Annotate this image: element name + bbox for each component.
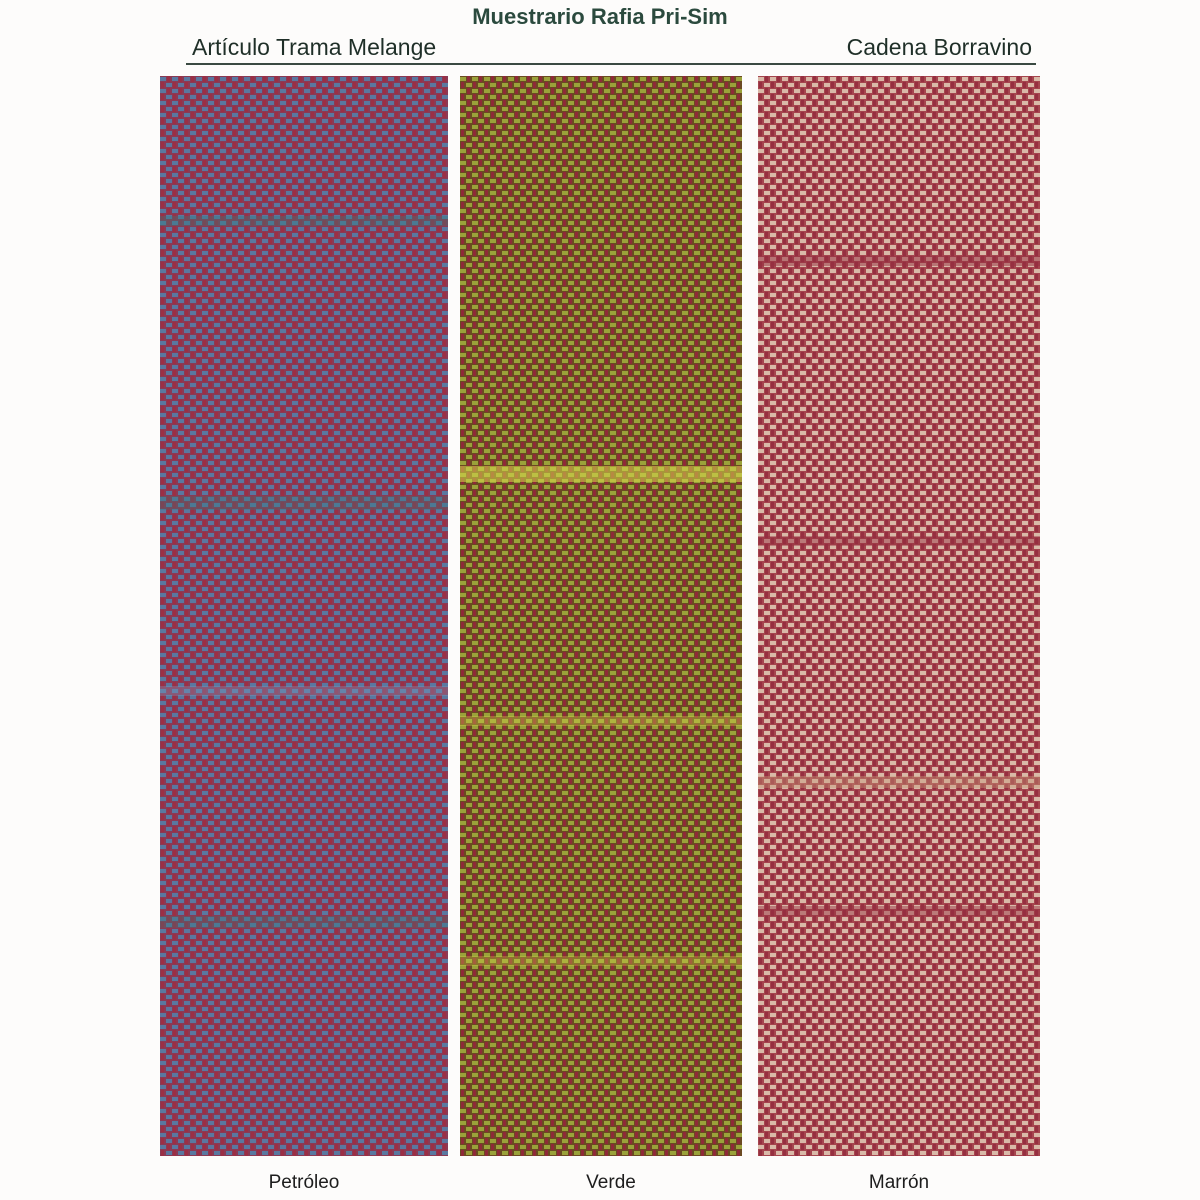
header-divider <box>186 63 1036 65</box>
woven-texture <box>160 76 448 1156</box>
fabric-swatch-marron <box>758 76 1040 1156</box>
swatch-label-marron: Marrón <box>868 1172 930 1193</box>
sample-book-title: Muestrario Rafia Pri-Sim <box>472 4 728 29</box>
warp-label: Cadena Borravino <box>846 34 1032 60</box>
swatch-label-verde: Verde <box>586 1172 636 1193</box>
swatch-label-petroleo: Petróleo <box>268 1172 340 1193</box>
woven-texture <box>758 76 1040 1156</box>
woven-texture <box>460 76 742 1156</box>
fabric-swatch-petroleo <box>160 76 448 1156</box>
article-label: Artículo Trama Melange <box>192 34 437 60</box>
fabric-swatch-verde <box>460 76 742 1156</box>
